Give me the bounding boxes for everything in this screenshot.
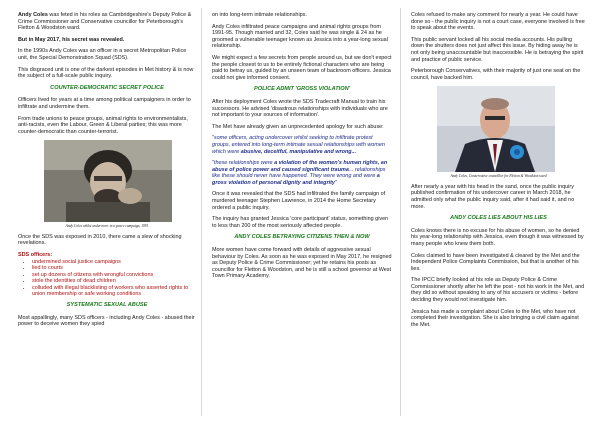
column-2	[212, 12, 392, 285]
officers-paragraph: Officers lived for years at a time among political campaigners in order to infiltrate and undermine them.	[18, 97, 191, 110]
met-quote-1	[212, 135, 392, 155]
undercover-photo	[44, 140, 172, 222]
quote-emphasis: a violation of the women's human rights, an abuse of police power and caused significant trauma	[212, 160, 388, 173]
quote-emphasis: a gross violation of personal dignity and integrity	[212, 173, 380, 186]
list-item: • set up dozens of citizens with wrongful convictions	[32, 272, 196, 279]
column-1	[18, 12, 196, 333]
list-item: • undermined social justice campaigns	[32, 259, 196, 266]
quote-text: ... relationships like these should never have happened. They were wrong and were	[212, 166, 386, 180]
councillor-photo-image	[437, 86, 555, 172]
unions-paragraph: From trade unions to peace groups, animal rights to environmentalists, anti-racists, even the Labour, Green & Liberal parties; this was more counter-democratic than counter-terrorist.	[18, 115, 188, 135]
met-quote-2	[212, 160, 392, 186]
section-heading: ANDY COLES LIES ABOUT HIS LIES	[450, 215, 547, 222]
photo-caption: Andy Coles whilst undercover in a peace campaign, 1991	[65, 224, 149, 229]
abuse-paragraph: Most appallingly, many SDS officers - including Andy Coles - abused their power to deceive women they spied	[18, 314, 195, 328]
complaint-paragraph: Jessica has made a complaint about Coles to the Met, who have not completed their investigation. She is also bringing a civil claim against the Met.	[411, 308, 579, 328]
column-3	[411, 12, 586, 333]
tradecraft-paragraph: After his deployment Coles wrote the SDS Tradecraft Manual to train his successors. He advised 'disastrous relationships with individuals who are not important to your sources of information'.	[212, 98, 388, 119]
undercover-photo-image	[44, 140, 172, 222]
list-item: • colluded with illegal blacklisting of workers who asserted rights to union membership or safe working conditions	[32, 285, 196, 298]
list-item: • stole the identities of dead children	[32, 278, 196, 285]
section-heading: ANDY COLES BETRAYING CITIZENS THEN & NOW	[234, 234, 370, 241]
exposed-paragraph: Once the SDS was exposed in 2010, there came a slew of shocking revelations.	[18, 233, 182, 247]
sds-officers-list	[18, 259, 196, 299]
social-media-paragraph: This public servant locked all his social media accounts. His pulling down the shutters does not just affect this issue. By hiding away he is not only being unaccountable but inaccessible. He is betraying the spirit and practice of public service.	[411, 36, 584, 63]
councillor-photo	[437, 86, 555, 172]
quote-text: "some officers, acting undercover whilst seeking to infiltrate protest groups, entered into long-term intimate sexual relationships with women which were	[212, 135, 385, 155]
apology-paragraph: The Met have already given an unprecedented apology for such abuse:	[212, 123, 384, 130]
section-heading: COUNTER-DEMOCRATIC SECRET POLICE	[50, 84, 164, 91]
claimed-cleared-paragraph: Coles claimed to have been investigated & cleared by the Met and the Independent Police Complaints Commission, but that is another of his lies.	[411, 252, 580, 272]
lawrence-paragraph: Once it was revealed that the SDS had infiltrated the family campaign of murdered teenager Stephen Lawrence, in 2014 the Home Secretary ordered a public inquiry.	[212, 191, 386, 211]
women-paragraph: More women have come forward with details of aggressive sexual behaviour by Coles. As soon as he was exposed in May 2017, he resigned as Deputy Police & Crime Commissioner; yet he retains his posts as councillor for Fletton & Woodston, and he is still a school governor at West Town Primary Academy.	[212, 247, 392, 280]
ipcc-paragraph: The IPCC briefly looked at his role as Deputy Police & Crime Commissioner shortly after he left the post - not his work in the Met, and they did so without speaking to any of his accusers or victims - before deciding they would not investigate him.	[411, 277, 585, 304]
section-heading: POLICE ADMIT 'GROSS VIOLATION'	[254, 86, 350, 93]
quote-emphasis: abusive, deceitful, manipulative and wrong...	[240, 148, 357, 155]
sds-officers-list-title: SDS officers:	[18, 251, 53, 258]
continuation-paragraph: on into long-term intimate relationships.	[212, 12, 307, 18]
section-heading: SYSTEMATIC SEXUAL ABUSE	[66, 302, 148, 309]
secrets-paragraph: We might expect a few secrets from people around us, but we don't expect the people closest to us to be entirely fictional characters who are being paid to betray us, guided by an unseen team of backroom officers. Jessica could not give informed consent.	[212, 54, 392, 81]
infiltration-paragraph: Andy Coles infiltrated peace campaigns and animal rights groups from 1991-95. Though married and 32, Coles said he was single & 24 as he groomed a vulnerable teenager known as Jessica into a year-long sexual relationship.	[212, 23, 388, 50]
revealed-paragraph: But in May 2017, his secret was revealed.	[18, 36, 125, 43]
quote-text: "	[334, 179, 337, 186]
refused-comment-paragraph: Coles refused to make any comment for nearly a year. He could have done so - the public inquiry is not a court case, everyone involved is free to speak about the events.	[411, 12, 585, 32]
denied-paragraph: Coles knows there is no excuse for his abuse of women, so he denied his year-long relationship with Jessica, even though it was witnessed by many people who knew them both.	[411, 227, 584, 247]
core-participant-paragraph: The inquiry has granted Jessica 'core participant' status, something given to less than 200 of the most seriously affected people.	[212, 216, 389, 229]
head-in-sand-paragraph: After nearly a year with his head in the sand, once the public inquiry published confirmation of his undercover career in March 2018, he admitted only what the public inquiry said, after it had said it, and no more.	[411, 183, 575, 210]
intro-paragraph: Andy Coles was feted in his roles as Cambridgeshire's Deputy Police & Crime Commissioner and Conservative councillor for Peterborough's Fletton & Woodston ward.	[18, 12, 192, 32]
column-divider	[400, 8, 401, 416]
conservatives-paragraph: Peterborough Conservatives, with their majority of just one seat on the council, have backed him.	[411, 68, 581, 81]
quote-text: "these relationships were	[212, 160, 275, 167]
sds-paragraph: In the 1990s Andy Coles was an officer in a secret Metropolitan Police unit, the Special Demonstration Squad (SDS).	[18, 48, 187, 61]
list-item: • lied to courts	[32, 265, 196, 272]
column-divider	[201, 8, 202, 416]
intro-lead-name: Andy Coles	[18, 12, 48, 18]
disgraced-unit-paragraph: This disgraced unit is one of the darkest episodes in Met history & is now the subject of a full-scale public inquiry.	[18, 66, 194, 80]
photo-caption: Andy Coles, Conservative councillor for Fletton & Woodston ward	[450, 174, 547, 179]
